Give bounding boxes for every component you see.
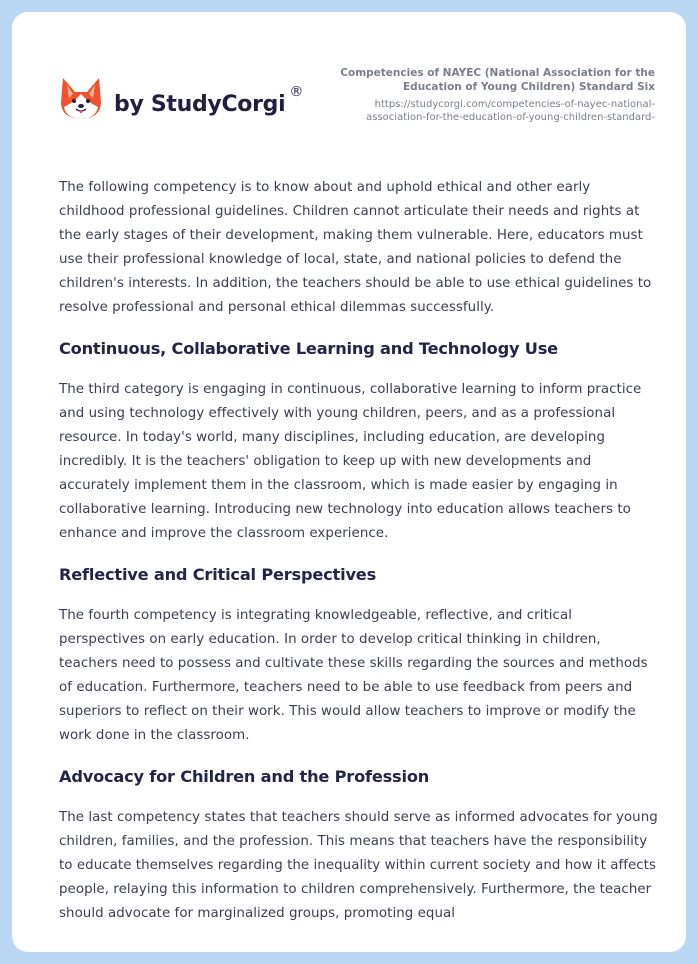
page-header xyxy=(12,12,686,162)
document-page xyxy=(12,12,686,952)
section-heading-reflective-perspectives: Reflective and Critical Perspectives xyxy=(59,565,377,584)
paragraph-advocacy: The last competency states that teachers should serve as informed advocates for young children, families, and the profession. This means that teachers have the responsibility to educate themselves regarding the inequality within current society and how it affects people, relaying this information to children comprehensively. Furthermore, the teacher should advocate for marginalized groups, promoting equal xyxy=(59,810,658,921)
brand-logo[interactable] xyxy=(60,76,303,120)
section-heading-advocacy: Advocacy for Children and the Profession xyxy=(59,767,430,786)
paragraph-intro: The following competency is to know about and uphold ethical and other early childhood professional guidelines. Children cannot articulate their needs and rights at the early stages of their development, making them vulnerable. Here, educators must use their professional knowledge of local, state, and national policies to defend the children's interests. In addition, the teachers should be able to use ethical guidelines to resolve professional and personal ethical dilemmas successfully. xyxy=(59,180,652,315)
corgi-head-icon xyxy=(60,76,102,120)
document-url[interactable]: https://studycorgi.com/competencies-of-nayec-national-association-for-the-education-of-young-children-standard- xyxy=(366,99,655,123)
article-body xyxy=(59,176,659,944)
document-title: Competencies of NAYEC (National Association for the Education of Young Children) Standard Six xyxy=(340,67,655,93)
registered-mark: ® xyxy=(289,84,304,100)
paragraph-reflective-perspectives: The fourth competency is integrating knowledgeable, reflective, and critical perspectives on early education. In order to develop critical thinking in children, teachers need to possess and cultivate these skills regarding the sources and methods of education. Furthermore, teachers need to be able to use feedback from peers and superiors to reflect on their work. This would allow teachers to improve or modify the work done in the classroom. xyxy=(59,608,648,743)
section-heading-continuous-learning: Continuous, Collaborative Learning and Technology Use xyxy=(59,339,558,358)
document-meta xyxy=(315,66,655,124)
paragraph-continuous-learning: The third category is engaging in continuous, collaborative learning to inform practice and using technology effectively with young children, peers, and as a professional resource. In today's world, many disciplines, including education, are developing incredibly. It is the teachers' obligation to keep up with new developments and accurately implement them in the classroom, which is made easier by engaging in collaborative learning. Introducing new technology into education allows teachers to enhance and improve the classroom experience. xyxy=(59,382,642,541)
brand-name: by StudyCorgi xyxy=(114,91,286,117)
